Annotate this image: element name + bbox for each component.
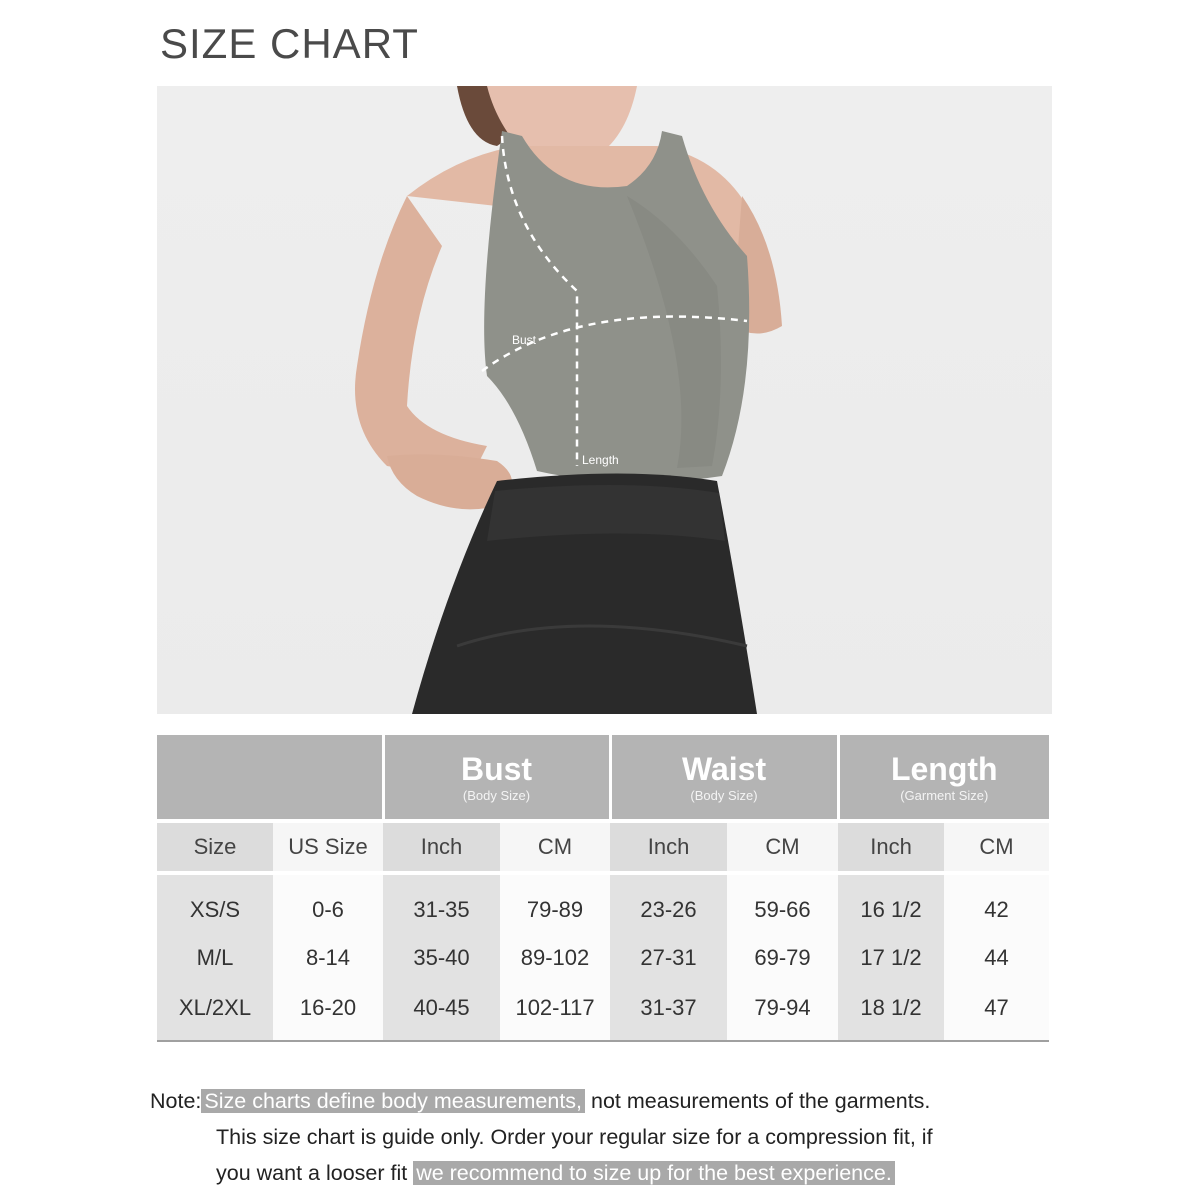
size-note xyxy=(150,1083,1070,1191)
waist-group-sub: (Body Size) xyxy=(690,787,758,803)
table-cell: XS/S xyxy=(157,875,273,930)
table-cell: 35-40 xyxy=(383,930,500,985)
bust-group-header xyxy=(383,735,610,819)
length-group-header xyxy=(838,735,1049,819)
blank-header-cell xyxy=(157,735,383,819)
table-cell: 69-79 xyxy=(727,930,838,985)
note-text-2: This size chart is guide only. Order your regular size for a compression fit, if xyxy=(216,1125,933,1149)
table-cell: 0-6 xyxy=(273,875,383,930)
table-cell: 59-66 xyxy=(727,875,838,930)
table-row xyxy=(157,930,1049,985)
waist-group-header xyxy=(610,735,838,819)
table-cell: 89-102 xyxy=(500,930,610,985)
table-cell: 42 xyxy=(944,875,1049,930)
column-header: Inch xyxy=(838,823,944,871)
column-header-row xyxy=(157,823,1049,871)
table-cell: 27-31 xyxy=(610,930,727,985)
note-label: Note: xyxy=(150,1089,202,1113)
table-cell: 44 xyxy=(944,930,1049,985)
table-cell: 79-89 xyxy=(500,875,610,930)
waist-group-title: Waist xyxy=(681,750,767,787)
column-header: CM xyxy=(944,823,1049,871)
length-label: Length xyxy=(582,453,619,467)
bust-group-sub: (Body Size) xyxy=(462,787,531,803)
table-cell: 16 1/2 xyxy=(838,875,944,930)
table-cell: 47 xyxy=(944,985,1049,1041)
length-group-title: Length xyxy=(890,750,998,787)
table-cell: 8-14 xyxy=(273,930,383,985)
table-row xyxy=(157,985,1049,1041)
table-cell: 17 1/2 xyxy=(838,930,944,985)
column-header: Size xyxy=(157,823,273,871)
left-arm-shape xyxy=(355,196,487,471)
length-group-sub: (Garment Size) xyxy=(900,787,989,803)
table-cell: 102-117 xyxy=(500,985,610,1041)
table-cell: 16-20 xyxy=(273,985,383,1041)
column-header: CM xyxy=(727,823,838,871)
column-header: CM xyxy=(500,823,610,871)
note-line-3 xyxy=(150,1155,1070,1191)
bust-label: Bust xyxy=(512,333,537,347)
column-header: Inch xyxy=(610,823,727,871)
table-cell: 40-45 xyxy=(383,985,500,1041)
table-cell: 31-37 xyxy=(610,985,727,1041)
note-text-3: you want a looser fit xyxy=(216,1161,414,1185)
table-cell: 31-35 xyxy=(383,875,500,930)
column-header: Inch xyxy=(383,823,500,871)
bust-group-title: Bust xyxy=(460,750,533,787)
table-row xyxy=(157,875,1049,930)
size-table xyxy=(157,735,1049,1042)
table-cell: M/L xyxy=(157,930,273,985)
table-cell: 23-26 xyxy=(610,875,727,930)
table-cell: XL/2XL xyxy=(157,985,273,1041)
column-header: US Size xyxy=(273,823,383,871)
table-cell: 18 1/2 xyxy=(838,985,944,1041)
page-title: SIZE CHART xyxy=(160,20,419,67)
model-illustration xyxy=(157,86,1052,714)
table-cell: 79-94 xyxy=(727,985,838,1041)
group-header-row xyxy=(157,735,1049,819)
note-text-1: not measurements of the garments. xyxy=(585,1089,931,1113)
note-highlight-2: we recommend to size up for the best experience. xyxy=(413,1161,895,1185)
waistband-shape xyxy=(487,485,725,541)
product-photo xyxy=(157,86,1052,714)
note-highlight-1: Size charts define body measurements, xyxy=(201,1089,585,1113)
